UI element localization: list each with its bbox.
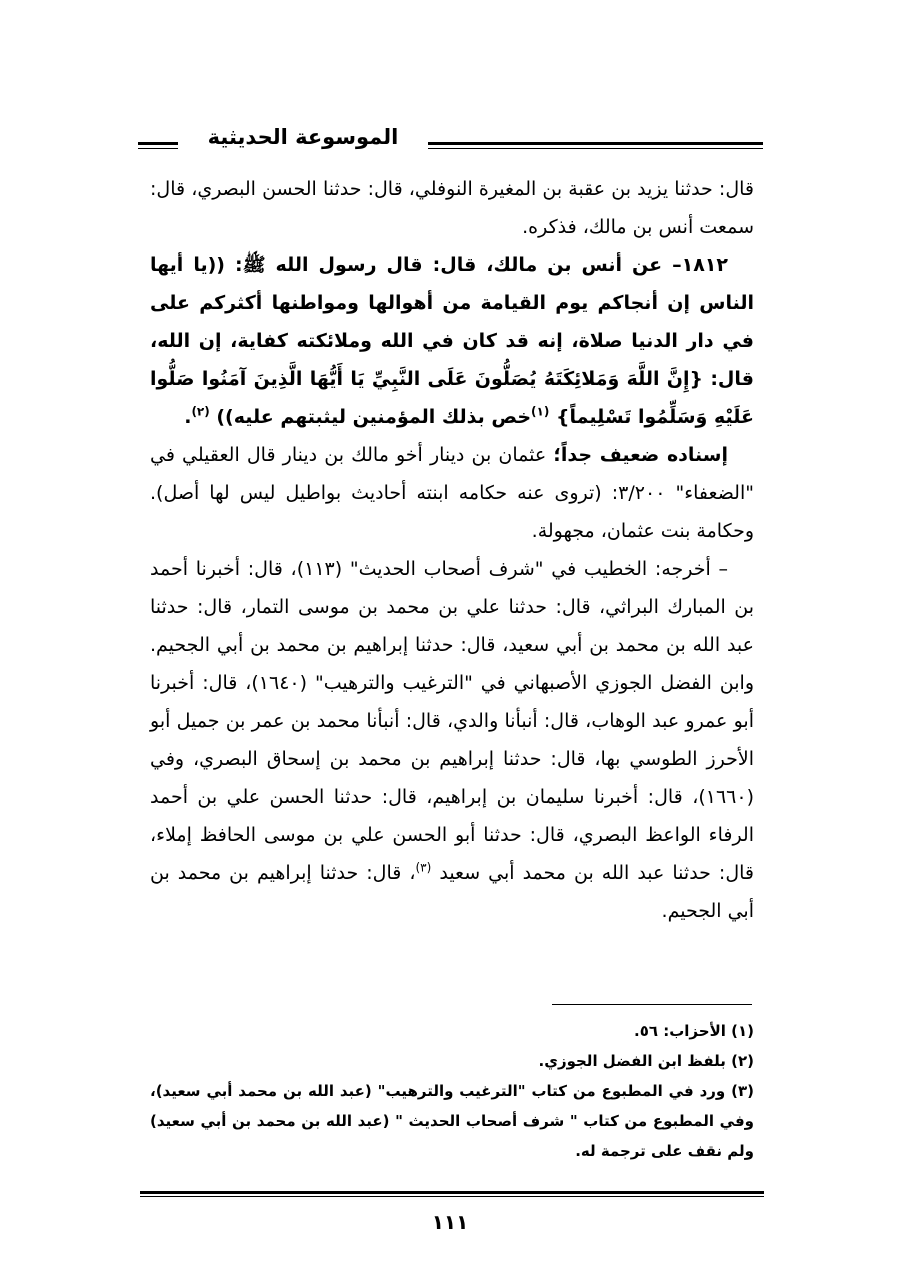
takhrij-paragraph xyxy=(150,550,754,930)
footnote-ref-2[interactable]: (٢) xyxy=(191,404,210,419)
page-number: ١١١ xyxy=(431,1210,469,1234)
hadith-text-before-ref: – عن أنس بن مالك، قال: قال رسول الله ﷺ: ((يا أيها الناس إن أنجاكم يوم القيامة من أهوالها ومواطنها أكثركم على في دار الدنيا صلاة، إنه قد كان في الله وملائكته كفاية، إن الله، قال: {إِنَّ اللَّهَ وَمَلائِكَتَهُ يُصَلُّونَ عَلَى النَّبِيِّ يَا أَيُّهَا الَّذِينَ آمَنُوا صَلُّوا عَلَيْهِ وَسَلِّمُوا تَسْلِيماً} xyxy=(150,254,754,428)
bottom-rule xyxy=(140,1191,764,1197)
footnote-text: الأحزاب: ٥٦. xyxy=(633,1022,726,1040)
footnote-ref-3[interactable]: (٣) xyxy=(415,860,432,875)
hadith-end: . xyxy=(184,406,192,428)
footnote-3 xyxy=(150,1076,754,1166)
header-rule-left xyxy=(138,142,178,149)
header-rule-right xyxy=(428,142,763,149)
intro-paragraph: قال: حدثنا يزيد بن عقبة بن المغيرة النوفلي، قال: حدثنا الحسن البصري، قال: سمعت أنس بن مالك، فذكره. xyxy=(150,178,754,238)
footnote-number: (٣) xyxy=(731,1082,754,1100)
hadith-number: ١٨١٢ xyxy=(681,254,728,276)
footnote-number: (٢) xyxy=(731,1052,754,1070)
footnote-text: ورد في المطبوع من كتاب "الترغيب والترهيب" (عبد الله بن محمد أبي سعيد)، وفي المطبوع من كتاب " شرف أصحاب الحديث " (عبد الله بن محمد بن أبي سعيد) ولم نقف على ترجمة له. xyxy=(150,1082,754,1160)
footnotes xyxy=(150,1016,754,1166)
takhrij-text-before-ref: – أخرجه: الخطيب في "شرف أصحاب الحديث" (١١٣)، قال: أخبرنا أحمد بن المبارك البراثي، قال: حدثنا علي بن محمد بن موسى التمار، قال: حدثنا عبد الله بن محمد بن أبي سعيد، قال: حدثنا إبراهيم بن محمد بن أبي الجحيم. وابن الفضل الجوزي الأصبهاني في "الترغيب والترهيب" (١٦٤٠)، قال: أخبرنا أبو عمرو عبد الوهاب، قال: أنبأنا والدي، قال: أنبأنا محمد بن عمر بن جميل أبو الأحرز الطوسي بها، قال: حدثنا إبراهيم بن محمد بن إسحاق البصري، وفي (١٦٦٠)، قال: أخبرنا سليمان بن إبراهيم، قال: حدثنا الحسن علي بن أحمد الرفاء الواعظ البصري، قال: حدثنا أبو الحسن علي بن موسى الحافظ إملاء، قال: حدثنا عبد الله بن محمد أبي سعيد xyxy=(150,558,755,884)
isnad-text: عثمان بن دينار أخو مالك بن دينار قال العقيلي في "الضعفاء" ٣/٢٠٠: (تروى عنه حكامه ابنته أحاديث بواطيل ليس لها أصل). وحكامة بنت عثمان، مجهولة. xyxy=(150,444,754,542)
footnote-2 xyxy=(150,1046,754,1076)
hadith-paragraph xyxy=(150,246,754,436)
footnote-text: بلفظ ابن الفضل الجوزي. xyxy=(538,1052,726,1070)
isnad-grade: إسناده ضعيف جداً؛ xyxy=(553,444,729,466)
footnote-number: (١) xyxy=(731,1022,754,1040)
hadith-text-after-ref: خص بذلك المؤمنين ليثبتهم عليه)) xyxy=(216,406,532,428)
isnad-paragraph xyxy=(150,436,754,550)
takhrij-text-after-ref: ، قال: حدثنا إبراهيم بن محمد بن أبي الجحيم. xyxy=(150,862,754,922)
footnote-ref-1[interactable]: (١) xyxy=(531,404,550,419)
footnote-separator xyxy=(552,1004,752,1005)
header-title: الموسوعة الحديثية xyxy=(207,125,399,149)
running-header xyxy=(138,118,763,158)
main-text xyxy=(150,170,754,930)
footnote-1 xyxy=(150,1016,754,1046)
